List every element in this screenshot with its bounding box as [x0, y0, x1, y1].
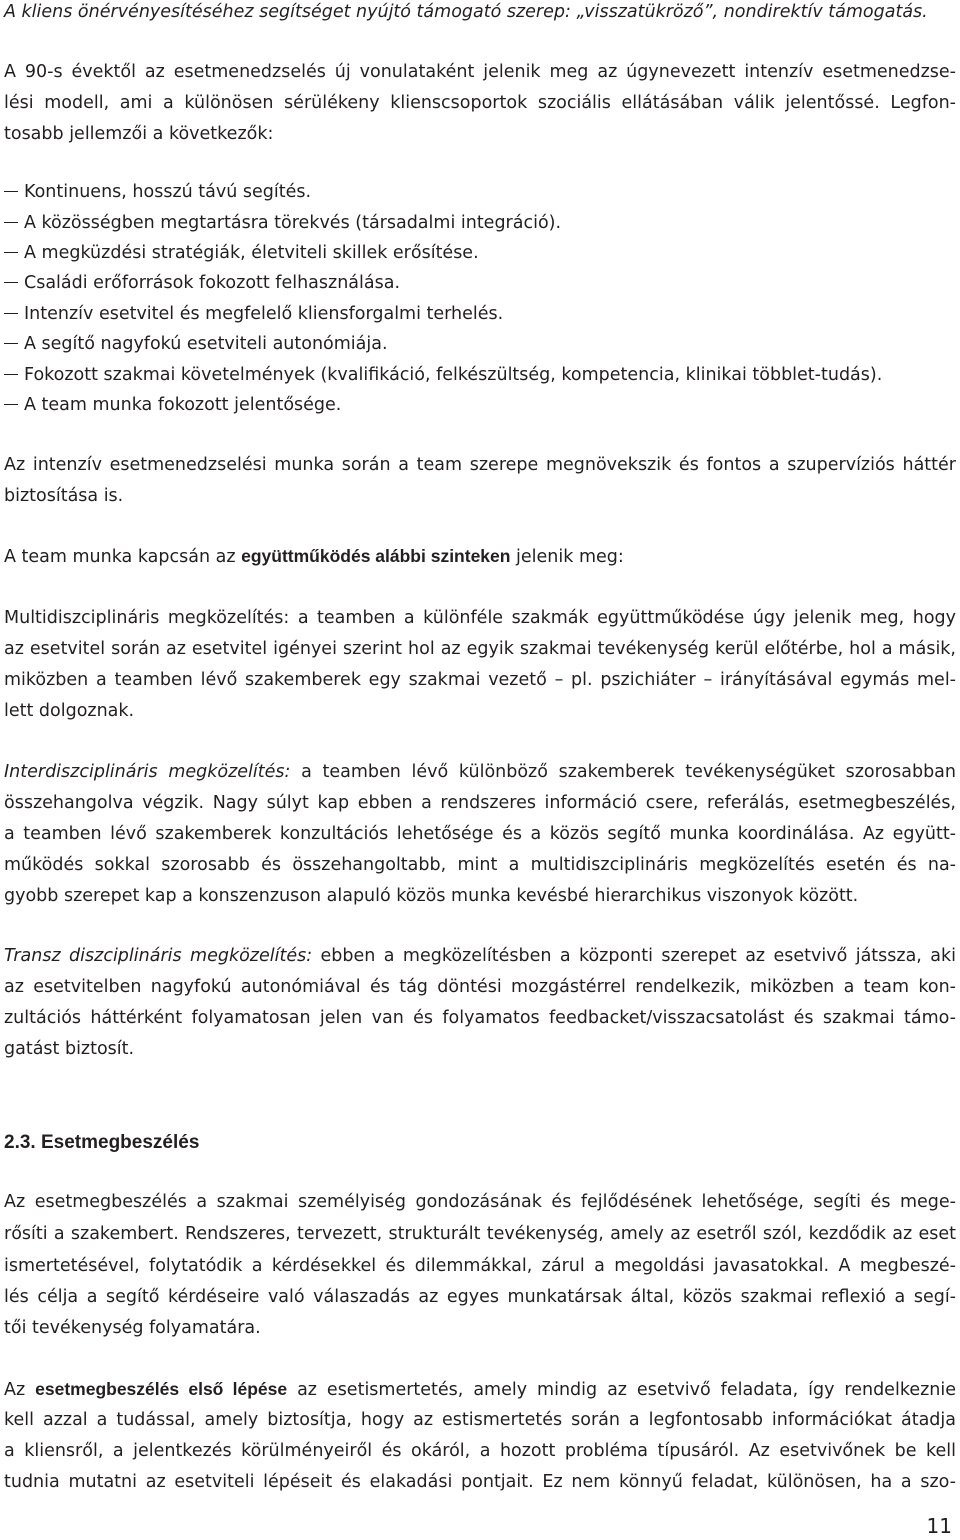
inter-term: Interdiszciplináris megközelítés:	[4, 762, 291, 782]
text-span: A team munka kapcsán az	[4, 547, 242, 567]
intro-line: A kliens önérvényesítéséhez segítséget nyújtó támogató szerep: „visszatükröző”, nondirektív támogatás.	[4, 2, 928, 22]
text-span: a teamben lévő különböző szakemberek tevékenységüket szorosabban	[290, 762, 956, 782]
paragraph-4-line-5: tői tevékenység folyamatára.	[4, 1318, 261, 1338]
section-title: Esetmegbeszélés	[40, 1132, 200, 1153]
list-item	[4, 303, 956, 325]
paragraph-3	[4, 545, 956, 568]
list-item-text: Családi erőforrások fokozott felhasználása.	[24, 273, 401, 293]
paragraph-2-line-2: biztosítása is.	[4, 486, 124, 506]
inter-line-4: működés sokkal szorosabb és összehangoltabb, mint a multidiszciplináris megközelítés esetén és na-	[4, 855, 956, 875]
list-item-text: Fokozott szakmai követelmények (kvalifikáció, felkészültség, kompetencia, klinikai többlet-tudás).	[24, 365, 883, 385]
trans-line-1	[4, 945, 956, 967]
paragraph-5-line-4: tudnia mutatni az esetviteli lépéseit és elakadási pontjait. Ez nem könnyű feladat, különösen, ha a szo-	[4, 1472, 956, 1492]
text-span: jelenik meg:	[510, 547, 624, 567]
dash-bullet-icon	[4, 374, 18, 375]
list-item-text: A team munka fokozott jelentősége.	[24, 395, 342, 415]
dash-bullet-icon	[4, 313, 18, 314]
dash-bullet-icon	[4, 282, 18, 283]
multi-line-1: Multidiszciplináris megközelítés: a teamben a különféle szakmák együttműködése úgy jelenik meg, hogy	[4, 608, 956, 628]
list-item	[4, 394, 956, 416]
dash-bullet-icon	[4, 404, 18, 405]
inter-line-3: a teamben lévő szakemberek konzultációs lehetősége és a közös segítő munka koordinálása. Az együtt-	[4, 824, 956, 844]
section-heading	[4, 1132, 956, 1154]
trans-line-2: az esetvitelben nagyfokú autonómiával és tág döntési mozgástérrel rendelkezik, miközben a team kon-	[4, 977, 956, 997]
list-item	[4, 181, 956, 203]
text-span: ebben a megközelítésben a központi szerepet az esetvivő játssza, aki	[312, 946, 956, 966]
multi-line-4: lett dolgoznak.	[4, 701, 135, 721]
paragraph-5-line-1	[4, 1378, 956, 1401]
section-number: 2.3.	[4, 1132, 36, 1153]
inter-line-1	[4, 761, 956, 783]
text-span: Az	[4, 1380, 36, 1400]
list-item	[4, 272, 956, 294]
paragraph-4-line-4: lés célja a segítő kérdéseire való válaszadás az egyes munkatársak által, közös szakmai reflexió a segí-	[4, 1287, 956, 1307]
paragraph-1-line-3: tosabb jellemzői a következők:	[4, 124, 274, 144]
list-item	[4, 242, 956, 264]
list-item-text: Kontinuens, hosszú távú segítés.	[24, 182, 312, 202]
emphasis-text: esetmegbeszélés első lépése	[35, 1379, 288, 1399]
paragraph-5-line-2: kell azzal a tudással, amely biztosítja, hogy az estismertetés során a legfontosabb információkat átadja	[4, 1410, 956, 1430]
list-item-text: A segítő nagyfokú esetviteli autonómiája.	[24, 334, 388, 354]
dash-bullet-icon	[4, 252, 18, 253]
dash-bullet-icon	[4, 222, 18, 223]
dash-bullet-icon	[4, 343, 18, 344]
paragraph-5-line-3: a kliensről, a jelentkezés körülményeiről és okáról, a hozott probléma típusáról. Az esetvivőnek be kell	[4, 1441, 956, 1461]
list-item	[4, 333, 956, 355]
inter-line-5: gyobb szerepet kap a konszenzuson alapuló közös munka kevésbé hierarchikus viszonyok között.	[4, 886, 859, 906]
dash-bullet-icon	[4, 191, 18, 192]
paragraph-1-line-1: A 90-s évektől az esetmenedzselés új vonulataként jelenik meg az úgynevezett intenzív esetmenedzse-	[4, 62, 956, 82]
multi-line-3: miközben a teamben lévő szakemberek egy szakmai vezető – pl. pszichiáter – irányításával egymás mel-	[4, 670, 956, 690]
paragraph-4-line-1: Az esetmegbeszélés a szakmai személyiség gondozásának és fejlődésének lehetősége, segíti és mege-	[4, 1192, 956, 1212]
list-item	[4, 212, 956, 234]
list-item	[4, 364, 956, 386]
list-item-text: Intenzív esetvitel és megfelelő kliensforgalmi terhelés.	[24, 304, 504, 324]
paragraph-4-line-3: ismertetésével, folytatódik a kérdésekkel és dilemmákkal, zárul a megoldási javasatokkal. A megbeszé-	[4, 1256, 956, 1276]
inter-line-2: összehangolva végzik. Nagy súlyt kap ebben a rendszeres információ csere, referálás, esetmegbeszélés,	[4, 793, 956, 813]
paragraph-4-line-2: rősíti a szakembert. Rendszeres, tervezett, strukturált tevékenység, amely az esetről szól, kezdődik az eset	[4, 1224, 956, 1244]
emphasis-text: együttműködés alábbi szinteken	[241, 546, 511, 566]
trans-line-3: zultációs háttérként folyamatosan jelen van és folyamatos feedbacket/visszacsatolást és szakmai támo-	[4, 1008, 956, 1028]
list-item-text: A közösségben megtartásra törekvés (társadalmi integráció).	[24, 213, 562, 233]
paragraph-2-line-1: Az intenzív esetmenedzselési munka során a team szerepe megnövekszik és fontos a szupervíziós háttér	[4, 455, 956, 475]
trans-term: Transz diszciplináris megközelítés:	[4, 946, 313, 966]
multi-line-2: az esetvitel során az esetvitel igényei szerint hol az egyik szakmai tevékenység kerül előtérbe, hol a másik,	[4, 639, 956, 659]
text-span: az esetismertetés, amely mindig az esetvivő feladata, így rendelkeznie	[287, 1380, 956, 1400]
list-item-text: A megküzdési stratégiák, életviteli skillek erősítése.	[24, 243, 479, 263]
paragraph-1-line-2: lési modell, ami a különösen sérülékeny klienscsoportok szociális ellátásában válik jelentőssé. Legfon-	[4, 93, 956, 113]
trans-line-4: gatást biztosít.	[4, 1039, 135, 1059]
page-number: 11	[926, 1514, 952, 1538]
